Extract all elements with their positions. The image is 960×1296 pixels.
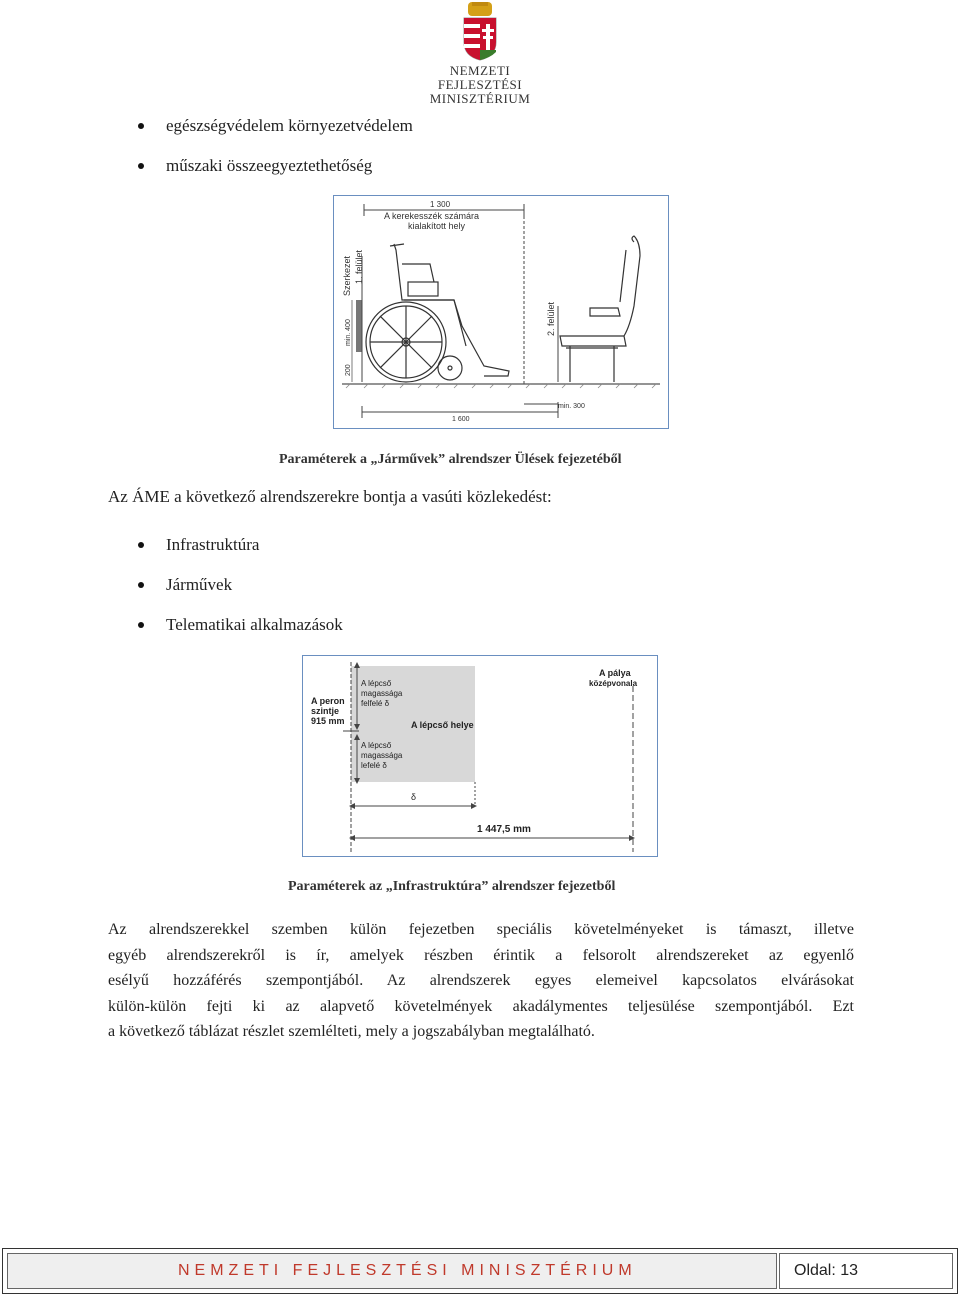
footer-ministry-box — [7, 1253, 777, 1289]
title-label-1: A kerekesszék számára — [384, 211, 480, 221]
paragraph-line: egyéb alrendszerekről is ír, amelyek részben érintik a felsorolt alrendszereket az egyenlő — [108, 946, 854, 964]
track-label-1: A pálya — [599, 668, 631, 678]
logo-line-2: MINISZTÉRIUM — [429, 91, 531, 106]
title-label-2: kialakított hely — [408, 221, 466, 231]
surface2-label: 2. felület — [546, 301, 556, 336]
ministry-logo — [415, 2, 545, 106]
structure-label: Szerkezet — [342, 255, 352, 296]
step-position-figure — [302, 655, 658, 857]
footer-ministry-name: NEMZETI FEJLESZTÉSI MINISZTÉRIUM — [178, 1262, 637, 1279]
paragraph-line: külön-külön fejti ki az alapvető követelmények akadálymentes teljesülése szempontjából. Ezt — [108, 997, 854, 1015]
wheelchair-icon — [366, 244, 509, 382]
platform-label-2: szintje — [311, 706, 340, 716]
list-item: Telematikai alkalmazások — [138, 605, 343, 645]
figure1-caption: Paraméterek a „Járművek” alrendszer Ülések fejezetéből — [279, 452, 622, 467]
figure2-caption: Paraméterek az „Infrastruktúra” alrendszer fejezetből — [288, 879, 616, 894]
width-label: 1 300 — [430, 200, 451, 209]
bullet-list-subsystems — [138, 525, 343, 645]
platform-label-3: 915 mm — [311, 716, 345, 726]
intro-text: Az ÁME a következő alrendszerekre bontja a vasúti közlekedést: — [108, 487, 552, 506]
surface1-label: 1. felület — [354, 249, 364, 284]
bullet-list-top — [138, 106, 413, 186]
logo-line-1: NEMZETI FEJLESZTÉSI — [437, 63, 523, 92]
step-down-label-1: A lépcső — [361, 741, 392, 750]
step-diagram — [303, 656, 657, 856]
step-down-label-2: magassága — [361, 751, 403, 760]
list-item: Infrastruktúra — [138, 525, 343, 565]
wheelchair-space-figure — [333, 195, 669, 429]
step-up-label-3: felfelé δ — [361, 699, 390, 708]
platform-label-1: A peron — [311, 696, 345, 706]
list-item: egészségvédelem környezetvédelem — [138, 106, 413, 146]
page-number: Oldal: 13 — [794, 1262, 859, 1279]
min400-label: min. 400 — [345, 319, 352, 346]
h200-label: 200 — [345, 364, 352, 376]
step-down-label-3: lefelé δ — [361, 761, 387, 770]
step-place-label: A lépcső helye — [411, 720, 474, 730]
step-up-label-1: A lépcső — [361, 679, 392, 688]
seat-icon — [560, 236, 640, 382]
wheelchair-diagram — [334, 196, 668, 428]
body-paragraph — [108, 917, 854, 1045]
distance-label: 1 447,5 mm — [477, 824, 531, 835]
list-item: Járművek — [138, 565, 343, 605]
coat-of-arms-icon — [460, 2, 500, 62]
track-label-2: középvonala — [589, 679, 638, 688]
paragraph-line: a következő táblázat részlet szemlélteti, mely a jogszabályban megtalálható. — [108, 1023, 595, 1041]
list-item: műszaki összeegyeztethetőség — [138, 146, 413, 186]
step-up-label-2: magassága — [361, 689, 403, 698]
length-1600-label: 1 600 — [452, 416, 470, 423]
paragraph-line: Az alrendszerekkel szemben külön fejezetben speciális követelményeket is támaszt, illetve — [108, 921, 854, 938]
delta-label: δ — [411, 792, 417, 802]
paragraph-line: esélyű hozzáférés szempontjából. Az alrendszerek egyes elemeivel kapcsolatos elvárásokat — [108, 972, 854, 990]
footer-page-box — [779, 1253, 953, 1289]
min300-label: min. 300 — [558, 403, 585, 410]
page-footer — [2, 1248, 958, 1294]
